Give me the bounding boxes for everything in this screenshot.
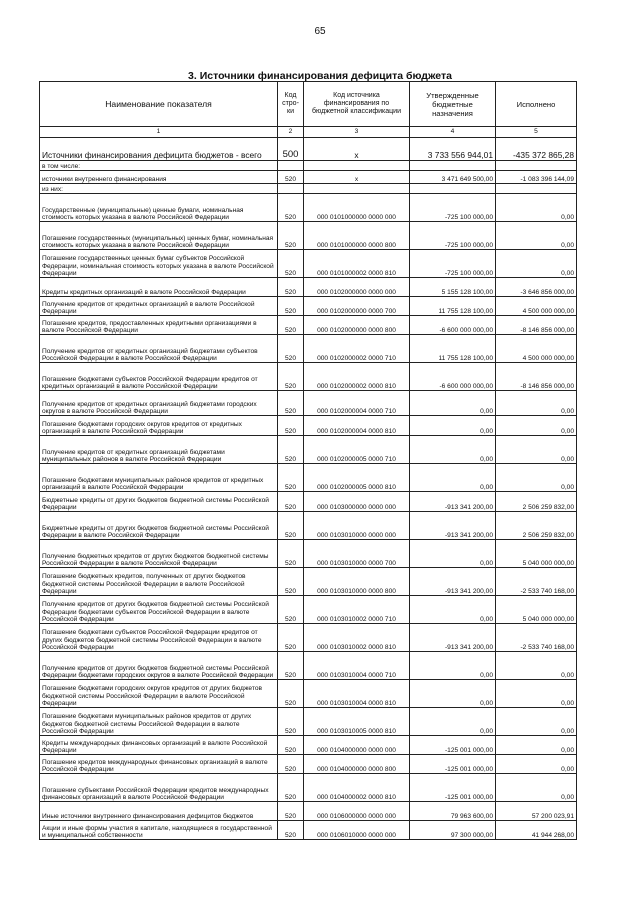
row-approved: 3 733 556 944,01 xyxy=(410,138,496,161)
table-row xyxy=(40,316,577,335)
row-name: Погашение государственных (муниципальных) ценных бумаг, номинальная стоимость которых указана в валюте Российской Федерации xyxy=(40,222,278,250)
row-executed xyxy=(496,161,577,171)
row-executed: -8 146 856 000,00 xyxy=(496,316,577,335)
row-source-code: 000 0103010002 0000 810 xyxy=(304,624,410,652)
row-executed: 2 506 259 832,00 xyxy=(496,512,577,540)
row-source-code: 000 0103010004 0000 710 xyxy=(304,652,410,680)
row-code: 520 xyxy=(278,736,304,755)
row-source-code: x xyxy=(304,138,410,161)
row-executed: -1 083 396 144,09 xyxy=(496,171,577,184)
row-code: 520 xyxy=(278,568,304,596)
row-code: 520 xyxy=(278,680,304,708)
page-number: 65 xyxy=(314,26,326,37)
table-row xyxy=(40,568,577,596)
table-row xyxy=(40,194,577,222)
table-header-row xyxy=(40,82,577,127)
header-approved: Утвержденные бюджетные назначения xyxy=(410,82,496,127)
row-name: Получение кредитов от кредитных организаций в валюте Российской Федерации xyxy=(40,297,278,316)
row-source-code: 000 0101000000 0000 000 xyxy=(304,194,410,222)
row-source-code: 000 0102000002 0000 710 xyxy=(304,335,410,363)
row-approved: -725 100 000,00 xyxy=(410,222,496,250)
row-name: Государственные (муниципальные) ценные бумаги, номинальная стоимость которых указана в валюте Российской Федерации xyxy=(40,194,278,222)
header-executed: Исполнено xyxy=(496,82,577,127)
row-executed: -8 146 856 000,00 xyxy=(496,363,577,391)
row-source-code: 000 0102000005 0000 810 xyxy=(304,464,410,492)
row-code: 520 xyxy=(278,755,304,774)
row-executed: 0,00 xyxy=(496,222,577,250)
row-approved xyxy=(410,184,496,194)
row-source-code: 000 0104000000 0000 000 xyxy=(304,736,410,755)
row-source-code: 000 0101000000 0000 800 xyxy=(304,222,410,250)
row-code: 520 xyxy=(278,416,304,436)
row-source-code: 000 0102000000 0000 800 xyxy=(304,316,410,335)
row-code: 520 xyxy=(278,335,304,363)
row-approved: 0,00 xyxy=(410,416,496,436)
table-row xyxy=(40,680,577,708)
row-approved: -913 341 200,00 xyxy=(410,492,496,512)
row-code xyxy=(278,184,304,194)
row-source-code: 000 0103010000 0000 800 xyxy=(304,568,410,596)
row-executed: 0,00 xyxy=(496,774,577,802)
row-approved: 0,00 xyxy=(410,596,496,624)
column-number: 1 xyxy=(40,127,278,138)
row-source-code: x xyxy=(304,171,410,184)
row-name: Погашение бюджетами городских округов кредитов от кредитных организаций в валюте Российской Федерации xyxy=(40,416,278,436)
row-executed: 0,00 xyxy=(496,436,577,464)
row-code: 520 xyxy=(278,464,304,492)
row-code: 520 xyxy=(278,363,304,391)
row-source-code xyxy=(304,184,410,194)
row-approved: -913 341 200,00 xyxy=(410,512,496,540)
row-approved: -913 341 200,00 xyxy=(410,568,496,596)
row-name: Получение кредитов от других бюджетов бюджетной системы Российской Федерации бюджетами субъектов Российской Федерации в валюте Российской Федерации xyxy=(40,596,278,624)
row-name: Источники финансирования дефицита бюджетов - всего xyxy=(40,138,278,161)
row-code: 500 xyxy=(278,138,304,161)
row-name: Получение кредитов от кредитных организаций бюджетами муниципальных районов в валюте Российской Федерации xyxy=(40,436,278,464)
row-executed: 5 040 000 000,00 xyxy=(496,596,577,624)
table-row xyxy=(40,335,577,363)
table-row xyxy=(40,624,577,652)
row-name: Иные источники внутреннего финансирования дефицитов бюджетов xyxy=(40,802,278,821)
table-row xyxy=(40,138,577,161)
table-row xyxy=(40,171,577,184)
row-approved: 3 471 649 500,00 xyxy=(410,171,496,184)
column-number-row xyxy=(40,127,577,138)
row-name: Бюджетные кредиты от других бюджетов бюджетной системы Российской Федерации xyxy=(40,492,278,512)
row-approved: -6 600 000 000,00 xyxy=(410,363,496,391)
row-source-code: 000 0103010000 0000 000 xyxy=(304,512,410,540)
table-row xyxy=(40,736,577,755)
row-approved: -6 600 000 000,00 xyxy=(410,316,496,335)
row-executed: 0,00 xyxy=(496,708,577,736)
row-executed: 0,00 xyxy=(496,391,577,416)
row-approved: -913 341 200,00 xyxy=(410,624,496,652)
row-name: Получение кредитов от кредитных организаций бюджетами субъектов Российской Федерации в валюте Российской Федерации xyxy=(40,335,278,363)
row-source-code: 000 0102000000 0000 700 xyxy=(304,297,410,316)
table-row xyxy=(40,278,577,297)
row-name: Бюджетные кредиты от других бюджетов бюджетной системы Российской Федерации в валюте Российской Федерации xyxy=(40,512,278,540)
table-row xyxy=(40,416,577,436)
row-source-code: 000 0106010000 0000 000 xyxy=(304,821,410,840)
table-body xyxy=(40,138,577,840)
row-code: 520 xyxy=(278,250,304,278)
row-executed: 57 200 023,91 xyxy=(496,802,577,821)
row-approved: 0,00 xyxy=(410,391,496,416)
row-name: источники внутреннего финансирования xyxy=(40,171,278,184)
row-executed: 41 944 268,00 xyxy=(496,821,577,840)
table-row xyxy=(40,652,577,680)
row-source-code: 000 0103010004 0000 810 xyxy=(304,680,410,708)
row-approved: 11 755 128 100,00 xyxy=(410,335,496,363)
table-row xyxy=(40,436,577,464)
row-executed xyxy=(496,184,577,194)
row-name: Погашение бюджетами субъектов Российской Федерации кредитов от кредитных организаций в валюте Российской Федерации xyxy=(40,363,278,391)
row-name: Получение кредитов от других бюджетов бюджетной системы Российской Федерации бюджетами городских округов в валюте Российской Федерации xyxy=(40,652,278,680)
row-code: 520 xyxy=(278,821,304,840)
row-source-code: 000 0103010002 0000 710 xyxy=(304,596,410,624)
row-code: 520 xyxy=(278,624,304,652)
row-executed: -2 533 740 168,00 xyxy=(496,624,577,652)
row-approved: 0,00 xyxy=(410,540,496,568)
row-name: Получение кредитов от кредитных организаций бюджетами городских округов в валюте Российской Федерации xyxy=(40,391,278,416)
row-approved: 11 755 128 100,00 xyxy=(410,297,496,316)
row-source-code: 000 0101000002 0000 810 xyxy=(304,250,410,278)
row-name: Погашение бюджетами муниципальных районов кредитов от кредитных организаций в валюте Российской Федерации xyxy=(40,464,278,492)
row-name: Погашение кредитов, предоставленных кредитными организациями в валюте Российской Федерации xyxy=(40,316,278,335)
row-executed: 4 500 000 000,00 xyxy=(496,297,577,316)
row-code: 520 xyxy=(278,436,304,464)
row-name: Погашение бюджетами городских округов кредитов от других бюджетов бюджетной системы Российской Федерации в валюте Российской Федерации xyxy=(40,680,278,708)
row-code: 520 xyxy=(278,171,304,184)
table-row xyxy=(40,250,577,278)
table-row xyxy=(40,755,577,774)
table-row xyxy=(40,184,577,194)
row-name: Погашение государственных ценных бумаг субъектов Российской Федерации, номинальная стоимость которых указана в валюте Российской Федерации xyxy=(40,250,278,278)
row-executed: 0,00 xyxy=(496,736,577,755)
row-code: 520 xyxy=(278,297,304,316)
row-code xyxy=(278,161,304,171)
row-code: 520 xyxy=(278,316,304,335)
column-number: 4 xyxy=(410,127,496,138)
row-approved: 0,00 xyxy=(410,464,496,492)
row-code: 520 xyxy=(278,194,304,222)
table-row xyxy=(40,596,577,624)
section-title: 3. Источники финансирования дефицита бюджета xyxy=(188,70,452,82)
row-executed: 5 040 000 000,00 xyxy=(496,540,577,568)
row-code: 520 xyxy=(278,802,304,821)
row-code: 520 xyxy=(278,222,304,250)
row-approved: 0,00 xyxy=(410,436,496,464)
row-name: из них: xyxy=(40,184,278,194)
row-approved: 0,00 xyxy=(410,708,496,736)
row-source-code: 000 0103000000 0000 000 xyxy=(304,492,410,512)
row-code: 520 xyxy=(278,540,304,568)
row-executed: -435 372 865,28 xyxy=(496,138,577,161)
row-executed: 0,00 xyxy=(496,194,577,222)
row-code: 520 xyxy=(278,512,304,540)
row-executed: 0,00 xyxy=(496,652,577,680)
row-name: Получение бюджетных кредитов от других бюджетов бюджетной системы Российской Федерации в валюте Российской Федерации xyxy=(40,540,278,568)
row-name: Погашение бюджетами муниципальных районов кредитов от других бюджетов бюджетной системы Российской Федерации в валюте Российской Федерации xyxy=(40,708,278,736)
table-row xyxy=(40,708,577,736)
column-number: 3 xyxy=(304,127,410,138)
row-code: 520 xyxy=(278,708,304,736)
row-name: Погашение бюджетами субъектов Российской Федерации кредитов от других бюджетов бюджетной системы Российской Федерации в валюте Российской Федерации xyxy=(40,624,278,652)
row-code: 520 xyxy=(278,391,304,416)
row-approved: 79 963 600,00 xyxy=(410,802,496,821)
table-row xyxy=(40,222,577,250)
row-code: 520 xyxy=(278,492,304,512)
table-row xyxy=(40,540,577,568)
row-approved: 5 155 128 100,00 xyxy=(410,278,496,297)
table-row xyxy=(40,802,577,821)
row-executed: 0,00 xyxy=(496,755,577,774)
row-name: Акции и иные формы участия в капитале, находящиеся в государственной и муниципальной собственности xyxy=(40,821,278,840)
financing-sources-table xyxy=(39,81,577,840)
row-approved: -725 100 000,00 xyxy=(410,250,496,278)
row-executed: 2 506 259 832,00 xyxy=(496,492,577,512)
column-number: 5 xyxy=(496,127,577,138)
table-row xyxy=(40,821,577,840)
table-row xyxy=(40,297,577,316)
row-name: Погашение кредитов международных финансовых организаций в валюте Российской Федерации xyxy=(40,755,278,774)
table-row xyxy=(40,464,577,492)
row-name: Кредиты кредитных организаций в валюте Российской Федерации xyxy=(40,278,278,297)
row-code: 520 xyxy=(278,774,304,802)
row-executed: -2 533 740 168,00 xyxy=(496,568,577,596)
table-row xyxy=(40,391,577,416)
row-approved: -125 001 000,00 xyxy=(410,755,496,774)
row-approved: -125 001 000,00 xyxy=(410,774,496,802)
table-row xyxy=(40,492,577,512)
row-source-code: 000 0104000000 0000 800 xyxy=(304,755,410,774)
row-approved: -725 100 000,00 xyxy=(410,194,496,222)
row-source-code: 000 0102000004 0000 710 xyxy=(304,391,410,416)
row-code: 520 xyxy=(278,652,304,680)
row-source-code xyxy=(304,161,410,171)
table-row xyxy=(40,363,577,391)
header-name: Наименование показателя xyxy=(40,82,278,127)
row-name: Погашение бюджетных кредитов, полученных от других бюджетов бюджетной системы Российской Федерации в валюте Российской Федерации xyxy=(40,568,278,596)
header-code: Код стро-ки xyxy=(278,82,304,127)
row-executed: 0,00 xyxy=(496,680,577,708)
row-code: 520 xyxy=(278,278,304,297)
row-approved: -125 001 000,00 xyxy=(410,736,496,755)
row-source-code: 000 0102000000 0000 000 xyxy=(304,278,410,297)
row-approved: 97 300 000,00 xyxy=(410,821,496,840)
row-name: в том числе: xyxy=(40,161,278,171)
row-code: 520 xyxy=(278,596,304,624)
row-approved xyxy=(410,161,496,171)
row-executed: -3 646 856 000,00 xyxy=(496,278,577,297)
row-name: Погашение субъектами Российской Федерации кредитов международных финансовых организаций в валюте Российской Федерации xyxy=(40,774,278,802)
table-row xyxy=(40,512,577,540)
row-source-code: 000 0102000004 0000 810 xyxy=(304,416,410,436)
row-source-code: 000 0106000000 0000 000 xyxy=(304,802,410,821)
table-row xyxy=(40,161,577,171)
row-source-code: 000 0103010000 0000 700 xyxy=(304,540,410,568)
column-number: 2 xyxy=(278,127,304,138)
row-executed: 4 500 000 000,00 xyxy=(496,335,577,363)
row-executed: 0,00 xyxy=(496,464,577,492)
row-source-code: 000 0102000002 0000 810 xyxy=(304,363,410,391)
row-executed: 0,00 xyxy=(496,416,577,436)
row-source-code: 000 0104000002 0000 810 xyxy=(304,774,410,802)
row-name: Кредиты международных финансовых организаций в валюте Российской Федерации xyxy=(40,736,278,755)
row-source-code: 000 0102000005 0000 710 xyxy=(304,436,410,464)
header-source-code: Код источника финансирования по бюджетной классификации xyxy=(304,82,410,127)
row-approved: 0,00 xyxy=(410,652,496,680)
row-executed: 0,00 xyxy=(496,250,577,278)
row-source-code: 000 0103010005 0000 810 xyxy=(304,708,410,736)
row-approved: 0,00 xyxy=(410,680,496,708)
table-row xyxy=(40,774,577,802)
